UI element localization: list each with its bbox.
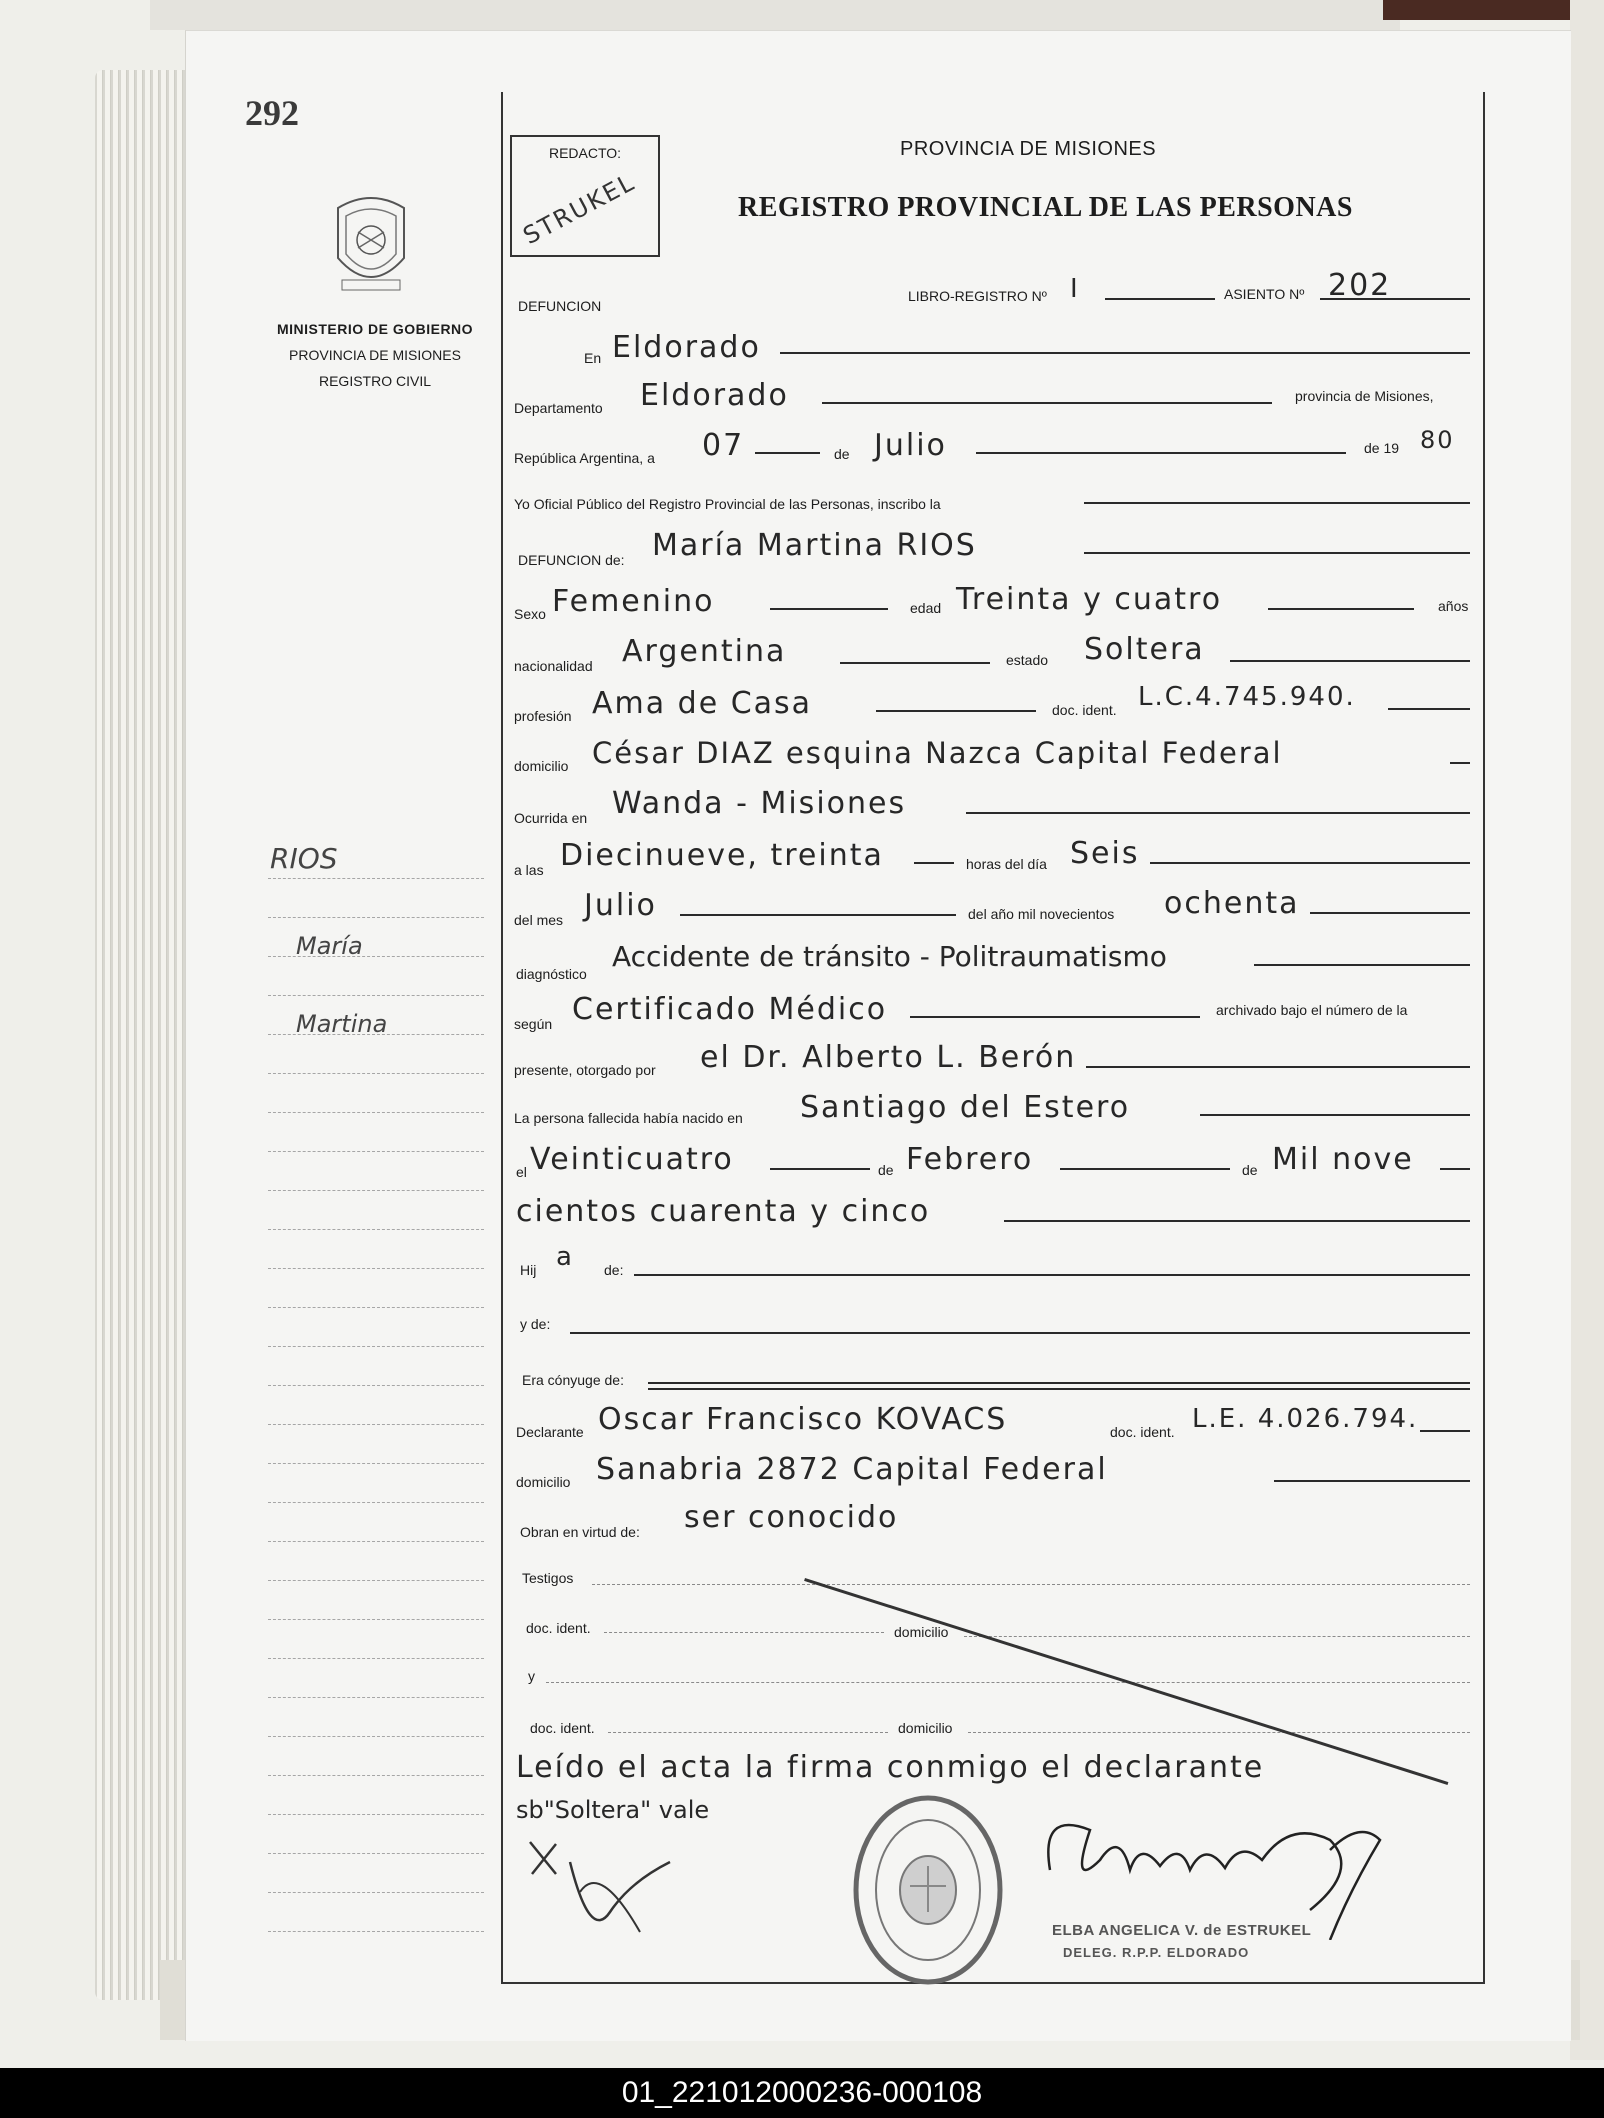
- mes-value: Julio: [584, 888, 657, 923]
- edad-label: edad: [910, 600, 942, 616]
- declarante-value: Oscar Francisco KOVACS: [598, 1402, 1008, 1437]
- horas-label: horas del día: [966, 856, 1047, 872]
- domicilio-label: domicilio: [514, 758, 569, 774]
- diagnostico-value: Accidente de tránsito - Politraumatismo: [612, 940, 1167, 973]
- sexo-label: Sexo: [514, 606, 546, 622]
- official-stamp: [848, 1790, 1008, 1990]
- en-value: Eldorado: [612, 330, 761, 365]
- provincia-label: provincia de Misiones,: [1295, 388, 1434, 404]
- y-label: y: [528, 1668, 535, 1684]
- nacionalidad-label: nacionalidad: [514, 658, 593, 674]
- sexo-value: Femenino: [552, 584, 715, 619]
- segun-value: Certificado Médico: [572, 992, 888, 1027]
- asiento-label: ASIENTO Nº: [1224, 286, 1305, 302]
- document-id: 01_221012000236-000108: [621, 2076, 983, 2109]
- doc-value: L.C.4.745.940.: [1138, 682, 1356, 712]
- hij-label: Hij: [520, 1262, 537, 1278]
- libro-value: I: [1070, 274, 1080, 304]
- declarant-signature-mark: [520, 1822, 680, 1952]
- edad-value: Treinta y cuatro: [956, 582, 1223, 617]
- act-type: DEFUNCION: [518, 298, 602, 314]
- form-frame: [501, 92, 1485, 1984]
- nac-anio1: Mil nove: [1272, 1142, 1414, 1177]
- fecha-dia: 07: [702, 428, 745, 463]
- book-cover-top: [150, 0, 1400, 30]
- profesion-label: profesión: [514, 708, 572, 724]
- book-cover-right: [1570, 0, 1604, 2060]
- page-number: 292: [245, 93, 299, 133]
- ministry-line3: REGISTRO CIVIL: [318, 373, 432, 389]
- fecha-mes: Julio: [874, 428, 947, 463]
- diagnostico-label: diagnóstico: [516, 966, 587, 982]
- departamento-label: Departamento: [514, 400, 603, 416]
- nacido-value: Santiago del Estero: [800, 1090, 1131, 1125]
- obran-label: Obran en virtud de:: [520, 1524, 640, 1540]
- t1-dom-label: domicilio: [894, 1624, 949, 1640]
- presente-label: presente, otorgado por: [514, 1062, 656, 1078]
- declarante-label: Declarante: [516, 1424, 584, 1440]
- redacto-box: [510, 135, 660, 257]
- margin-name1: María: [296, 932, 363, 960]
- libro-label: LIBRO-REGISTRO Nº: [908, 288, 1047, 304]
- defuncion-label: DEFUNCION de:: [518, 552, 625, 568]
- anio-value: 80: [1420, 426, 1455, 454]
- anio-mil-label: del año mil novecientos: [968, 906, 1115, 922]
- hij-de-label: de:: [604, 1262, 624, 1278]
- anio-mil-value: ochenta: [1164, 886, 1300, 921]
- decl-dom-value: Sanabria 2872 Capital Federal: [596, 1452, 1108, 1487]
- presente-value: el Dr. Alberto L. Berón: [700, 1040, 1077, 1075]
- ministry-line1: MINISTERIO DE GOBIERNO: [276, 321, 474, 337]
- nac-anio2: cientos cuarenta y cinco: [516, 1194, 931, 1229]
- hij-value: a: [556, 1242, 574, 1272]
- doc-label: doc. ident.: [1052, 702, 1117, 718]
- t2-dom-label: domicilio: [898, 1720, 953, 1736]
- archivado-label: archivado bajo el número de la: [1216, 1002, 1408, 1018]
- ocurrida-label: Ocurrida en: [514, 810, 588, 826]
- province-title: PROVINCIA DE MISIONES: [900, 138, 1157, 160]
- conyuge-label: Era cónyuge de:: [522, 1372, 624, 1388]
- margin-surname: RIOS: [270, 842, 338, 875]
- obran-value: ser conocido: [684, 1500, 899, 1535]
- nac-de2-label: de: [1242, 1162, 1258, 1178]
- nac-dia: Veinticuatro: [530, 1142, 734, 1177]
- fecha-label: República Argentina, a: [514, 450, 655, 466]
- ministry-line2: PROVINCIA DE MISIONES: [289, 347, 461, 363]
- book-cover-edge: [1383, 0, 1583, 20]
- profesion-value: Ama de Casa: [592, 686, 813, 721]
- decl-doc-label: doc. ident.: [1110, 1424, 1175, 1440]
- asiento-value: 202: [1328, 268, 1392, 303]
- t1-doc-label: doc. ident.: [526, 1620, 591, 1636]
- testigos-label: Testigos: [522, 1570, 574, 1586]
- margin-lines: [268, 840, 484, 1932]
- dia-value: Seis: [1070, 836, 1140, 871]
- coat-of-arms-seal: [328, 188, 414, 296]
- delmes-label: del mes: [514, 912, 564, 928]
- defuncion-value: María Martina RIOS: [652, 528, 977, 563]
- closing-line2: sb"Soltera" vale: [516, 1796, 710, 1824]
- yde-label: y de:: [520, 1316, 551, 1332]
- nacionalidad-value: Argentina: [622, 634, 787, 669]
- footer-bar: [0, 2068, 1604, 2118]
- de-label: de: [834, 446, 850, 462]
- nacido-label: La persona fallecida había nacido en: [514, 1110, 743, 1126]
- departamento-value: Eldorado: [640, 378, 789, 413]
- redacto-value: STRUKEL: [518, 167, 640, 251]
- estado-label: estado: [1006, 652, 1049, 668]
- official-signature: [1030, 1800, 1390, 1940]
- closing-line1: Leído el acta la firma conmigo el declarante: [516, 1750, 1265, 1785]
- anio-label: de 19: [1364, 440, 1400, 456]
- nac-de-label: de: [878, 1162, 894, 1178]
- ocurrida-value: Wanda - Misiones: [612, 786, 907, 821]
- nac-mes: Febrero: [906, 1142, 1034, 1177]
- anos-label: años: [1438, 598, 1469, 614]
- domicilio-value: César DIAZ esquina Nazca Capital Federal: [592, 736, 1283, 770]
- segun-label: según: [514, 1016, 553, 1032]
- margin-name2: Martina: [296, 1010, 388, 1038]
- oficial-text: Yo Oficial Público del Registro Provincial de las Personas, inscribo la: [514, 496, 941, 512]
- alas-label: a las: [514, 862, 544, 878]
- decl-dom-label: domicilio: [516, 1474, 571, 1490]
- estado-value: Soltera: [1084, 632, 1205, 667]
- el-label: el: [516, 1164, 527, 1180]
- signatory-name: ELBA ANGELICA V. de ESTRUKEL: [1052, 1922, 1312, 1939]
- redacto-label: REDACTO:: [548, 145, 622, 161]
- t2-doc-label: doc. ident.: [530, 1720, 595, 1736]
- ministry-heading: [245, 316, 505, 394]
- registry-title: REGISTRO PROVINCIAL DE LAS PERSONAS: [738, 192, 1353, 223]
- en-label: En: [584, 350, 602, 366]
- decl-doc-value: L.E. 4.026.794.: [1192, 1404, 1419, 1434]
- alas-value: Diecinueve, treinta: [560, 838, 884, 873]
- signatory-office: DELEG. R.P.P. ELDORADO: [1063, 1945, 1250, 1960]
